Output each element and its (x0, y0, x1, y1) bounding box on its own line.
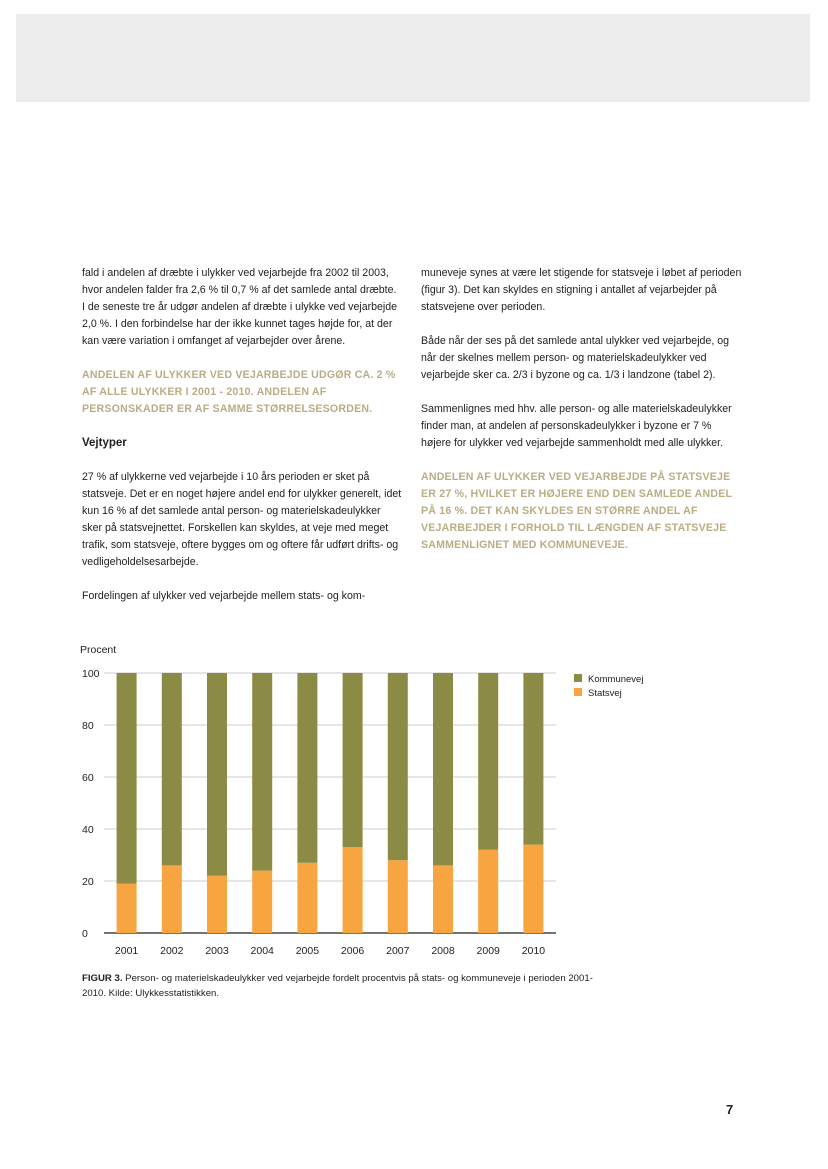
bar-kommunevej (478, 673, 498, 850)
x-tick-label: 2009 (476, 945, 500, 957)
bar-statsvej (117, 884, 137, 933)
y-tick-label: 80 (82, 720, 94, 732)
left-column (82, 265, 402, 622)
body-paragraph: Både når der ses på det samlede antal ulykker ved vejarbejde, og når der skelnes mellem person- og materielskadeulykker ved vejarbejde sker ca. 2/3 i byzone og ca. 1/3 i landzone (tabel 2). (421, 335, 729, 381)
header-band (16, 14, 810, 102)
bar-statsvej (343, 847, 363, 933)
legend-label: Statsvej (588, 688, 622, 699)
page-number: 7 (726, 1102, 734, 1117)
x-tick-label: 2006 (340, 945, 365, 957)
pull-quote: ANDELEN AF ULYKKER VED VEJARBEJDE UDGØR CA. 2 % AF ALLE ULYKKER I 2001 - 2010. ANDELEN AF PERSONSKADER ER AF SAMME STØRRELSESORDEN. (82, 369, 396, 415)
bar-kommunevej (523, 673, 543, 845)
pull-quote: ANDELEN AF ULYKKER VED VEJARBEJDE PÅ STATSVEJE ER 27 %, HVILKET ER HØJERE END DEN SAMLEDE ANDEL PÅ 16 %. DET KAN SKYLDES EN STØRRE ANDEL AF VEJARBEJDER I FORHOLD TIL LÆNGDEN AF STATSVEJE SAMMENLIGNET MED KOMMUNEVEJE. (421, 471, 732, 551)
x-tick-label: 2002 (160, 945, 184, 957)
caption-label: FIGUR 3. (82, 973, 123, 984)
legend-label: Kommunevej (588, 674, 644, 685)
bar-kommunevej (207, 673, 227, 876)
bar-statsvej (297, 863, 317, 933)
bar-kommunevej (297, 673, 317, 863)
y-tick-label: 20 (82, 876, 94, 888)
bar-kommunevej (162, 673, 182, 865)
bar-statsvej (433, 865, 453, 933)
bar-statsvej (252, 871, 272, 933)
bar-kommunevej (252, 673, 272, 871)
caption-text: Person- og materielskadeulykker ved vejarbejde fordelt procentvis på stats- og kommuneveje i perioden 2001-2010. Kilde: Ulykkesstatistikken. (82, 973, 593, 999)
right-column (421, 265, 743, 571)
y-tick-label: 60 (82, 772, 94, 784)
figure-caption (82, 971, 602, 1001)
bar-kommunevej (117, 673, 137, 884)
y-axis-label: Procent (80, 644, 117, 656)
body-paragraph: Sammenlignes med hhv. alle person- og alle materielskadeulykker finder man, at andelen af personskadeulykker i byzone er 7 % højere for ulykker ved vejarbejde sammenholdt med alle ulykker. (421, 403, 732, 449)
y-tick-label: 100 (82, 668, 100, 680)
body-paragraph: Fordelingen af ulykker ved vejarbejde mellem stats- og kom- (82, 590, 366, 602)
bar-kommunevej (433, 673, 453, 865)
bar-statsvej (207, 876, 227, 933)
legend-swatch (574, 674, 582, 682)
bar-kommunevej (343, 673, 363, 847)
bar-statsvej (162, 865, 182, 933)
x-tick-label: 2003 (205, 945, 229, 957)
x-tick-label: 2010 (521, 945, 546, 957)
y-tick-label: 0 (82, 928, 88, 940)
x-tick-label: 2001 (114, 945, 139, 957)
x-tick-label: 2007 (386, 945, 410, 957)
y-tick-label: 40 (82, 824, 94, 836)
bar-statsvej (478, 850, 498, 933)
x-tick-label: 2008 (431, 945, 455, 957)
body-paragraph: 27 % af ulykkerne ved vejarbejde i 10 års perioden er sket på statsveje. Det er en noget højere andel end for ulykker generelt, idet kun 16 % af det samlede antal person- og materielskadeulykker sker på statsvejnettet. Forskellen kan skyldes, at veje med meget trafik, som statsveje, oftere bygges om og oftere får udført drifts- og vedligeholdelsesarbejde. (82, 471, 402, 568)
section-heading: Vejtyper (82, 437, 127, 449)
bar-kommunevej (388, 673, 408, 860)
body-paragraph: muneveje synes at være let stigende for statsveje i løbet af perioden (figur 3). Det kan skyldes en stigning i antallet af vejarbejder på statsvejene over perioden. (421, 267, 742, 313)
legend-swatch (574, 688, 582, 696)
bar-statsvej (388, 860, 408, 933)
body-paragraph: fald i andelen af dræbte i ulykker ved vejarbejde fra 2002 til 2003, hvor andelen falder fra 2,6 % til 0,7 % af det samlede antal dræbte. I de seneste tre år udgør andelen af dræbte i ulykke ved vejarbejde 2,0 %. I den forbindelse har der ikke kunnet tages højde for, at der kan være variation i omfanget af vejarbejder over årene. (82, 267, 398, 347)
x-tick-label: 2005 (295, 945, 320, 957)
bar-statsvej (523, 845, 543, 933)
x-tick-label: 2004 (250, 945, 274, 957)
